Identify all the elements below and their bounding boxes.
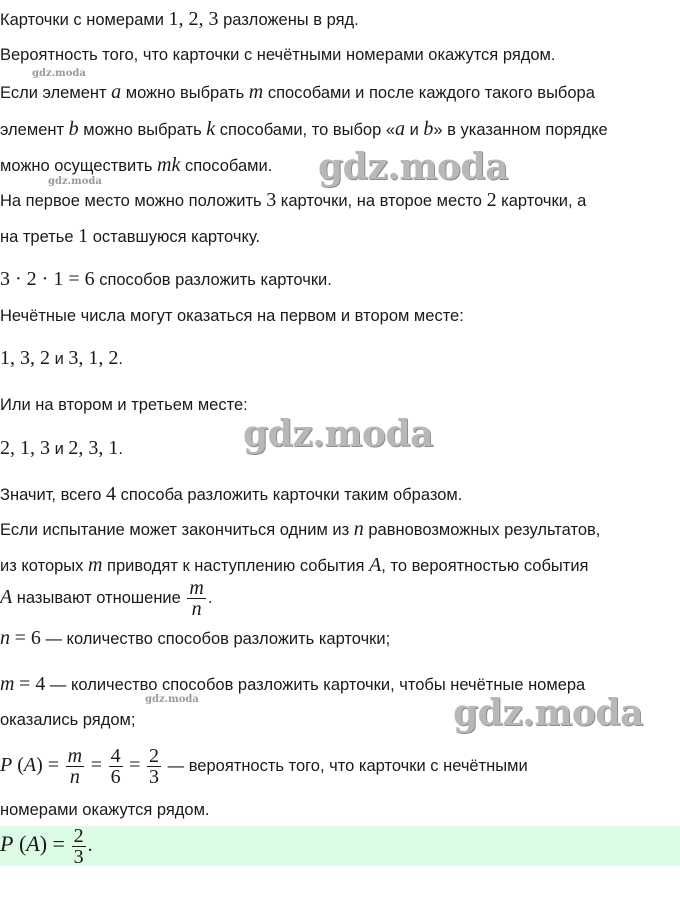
watermark-large: gdz.moda	[318, 146, 508, 188]
rule-line-1: Если элемент a можно выбрать m способами и после каждого такого выбора	[0, 81, 595, 103]
probability-line-1: P (A) = $\frac{m}{n}$ = $\frac{4}{6}$ = $\frac{2}{3}$ — вероятность того, что карточки с нечётными	[0, 745, 528, 788]
case-b-list: 2, 1, 3 и 2, 3, 1.	[0, 437, 123, 459]
watermark-large: gdz.moda	[453, 692, 643, 734]
answer-highlight	[0, 826, 680, 866]
four-sixths-fraction: $\frac{4}{6}$	[110, 745, 121, 788]
case-b-line: Или на втором и третьем месте:	[0, 396, 248, 414]
event-line: Вероятность того, что карточки с нечётными номерами окажутся рядом.	[0, 46, 556, 64]
watermark-small: gdz.moda	[145, 694, 199, 705]
two-thirds-fraction: $\frac{2}{3}$	[149, 745, 160, 788]
intro-line: Карточки с номерами 1, 2, 3 разложены в ряд.	[0, 8, 359, 30]
watermark-small: gdz.moda	[48, 176, 102, 187]
rule-line-2: элемент b можно выбрать k способами, то выбор «a и b» в указанном порядке	[0, 118, 608, 140]
definition-line-2: из которых m приводят к наступлению события A, то вероятностью события	[0, 554, 589, 576]
answer-fraction: $\frac{2}{3}$	[73, 825, 84, 868]
step-line-2: на третье 1 оставшуюся карточку.	[0, 225, 261, 247]
answer-line: P (A) = $\frac{2}{3}$ .	[0, 825, 93, 868]
m-over-n-fraction: $\frac{m}{n}$	[67, 745, 83, 788]
watermark-small: gdz.moda	[32, 68, 86, 79]
m-definition-line-1: m = 4 — количество способов разложить карточки, чтобы нечётные номера	[0, 673, 586, 695]
m-definition-line-2: оказались рядом;	[0, 711, 136, 729]
step-line-1: На первое место можно положить 3 карточки, на второе место 2 карточки, а	[0, 189, 587, 211]
case-a-list: 1, 3, 2 и 3, 1, 2.	[0, 347, 123, 369]
n-definition-line: n = 6 — количество способов разложить карточки;	[0, 627, 391, 649]
count-line: Значит, всего 4 способа разложить карточки таким образом.	[0, 483, 463, 505]
definition-line-3: A называют отношение $\frac{m}{n}$ .	[0, 577, 213, 620]
definition-line-1: Если испытание может закончиться одним из n равновозможных результатов,	[0, 518, 601, 540]
total-line: 3 · 2 · 1 = 6 способов разложить карточки.	[0, 268, 332, 290]
watermark-large: gdz.moda	[243, 413, 433, 455]
rule-line-3: можно осуществить mk способами.	[0, 154, 273, 176]
probability-line-2: номерами окажутся рядом.	[0, 801, 210, 819]
case-a-line: Нечётные числа могут оказаться на первом и втором месте:	[0, 307, 464, 325]
m-over-n-fraction: $\frac{m}{n}$	[189, 577, 204, 620]
